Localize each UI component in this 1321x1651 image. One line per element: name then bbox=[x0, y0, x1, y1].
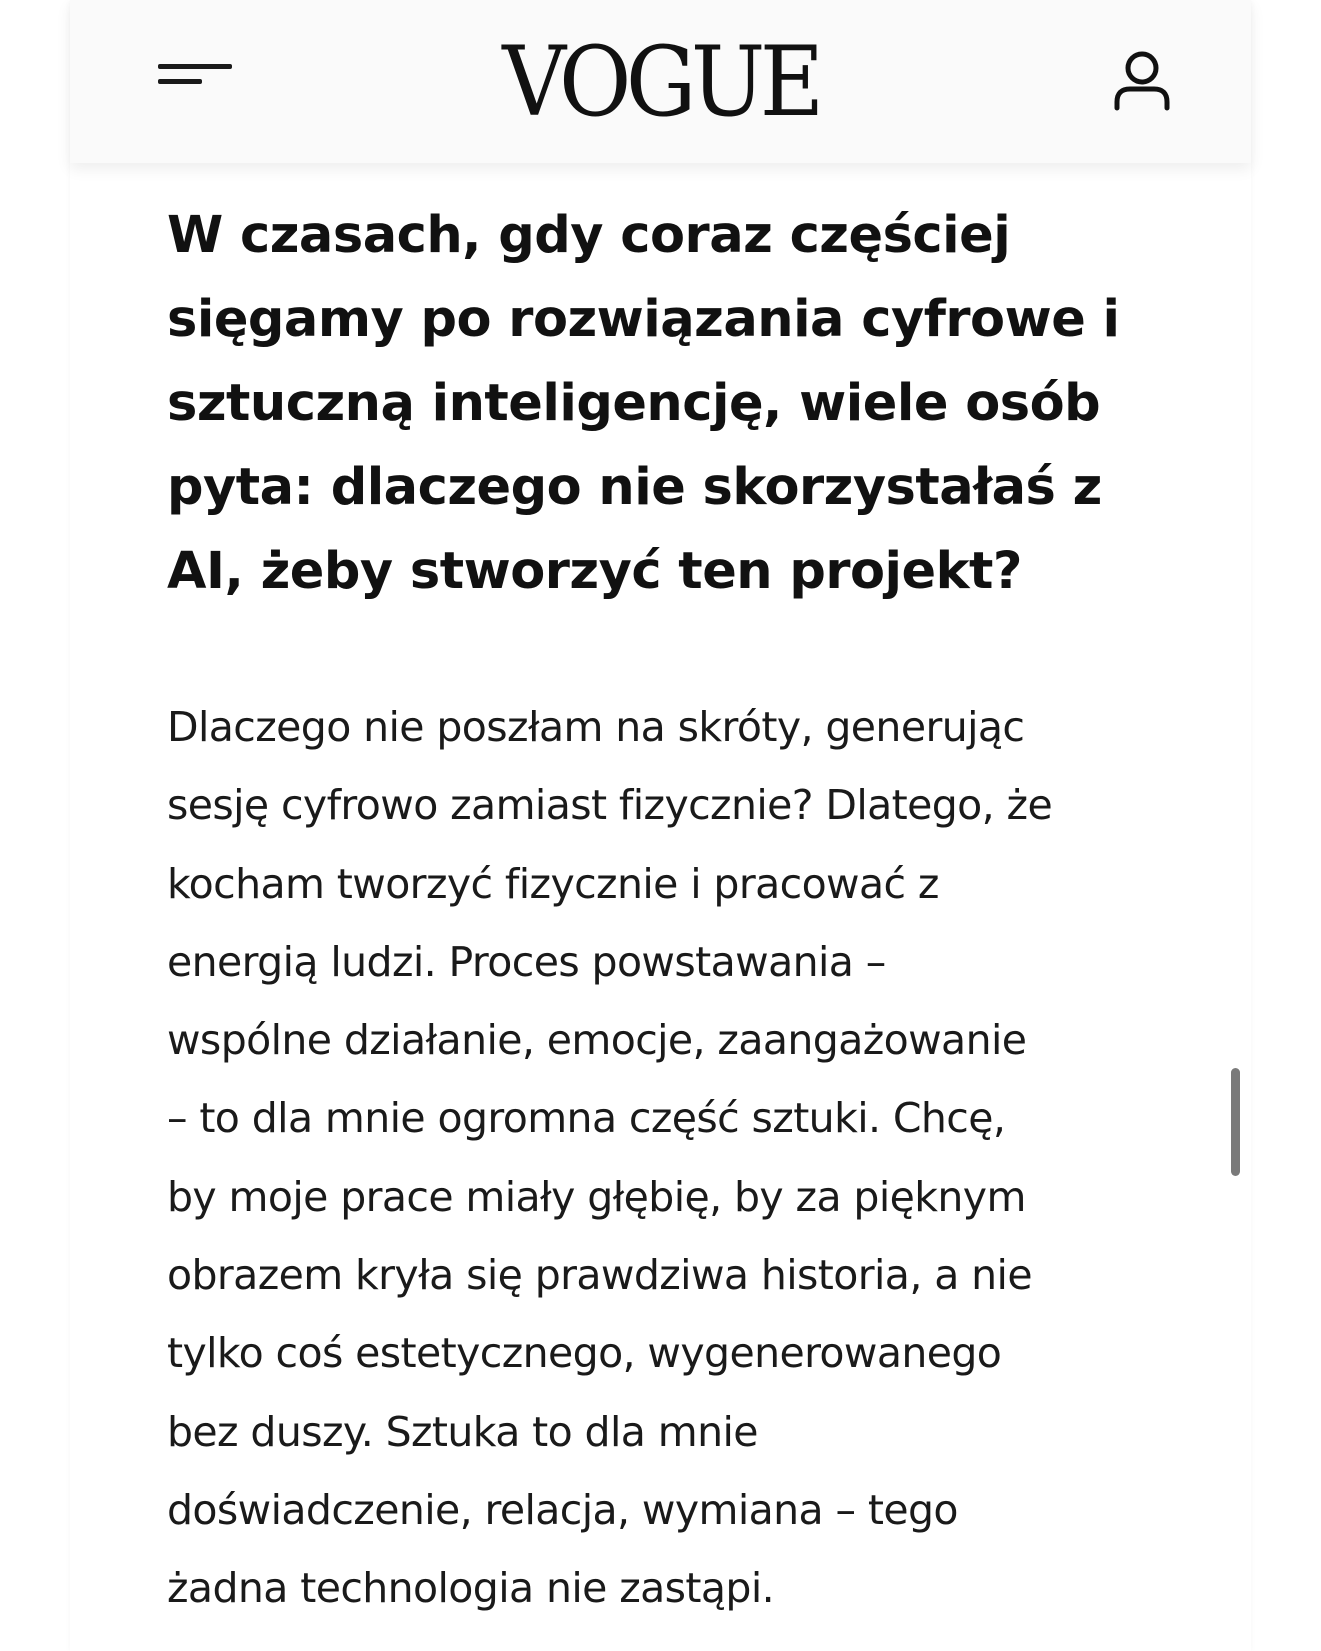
paragraph-line: by moje prace miały głębię, by za pięknym bbox=[167, 1172, 1026, 1221]
paragraph-line: wspólne działanie, emocje, zaangażowanie bbox=[167, 1016, 1027, 1065]
paragraph-line: doświadczenie, relacja, wymiana – tego bbox=[167, 1485, 958, 1534]
vertical-scrollbar[interactable] bbox=[1231, 1068, 1240, 1176]
paragraph-line: – to dla mnie ogromna część sztuki. Chcę, bbox=[167, 1094, 1006, 1143]
headline-line: sięgamy po rozwiązania cyfrowe i bbox=[167, 290, 1120, 349]
paragraph-line: sesję cyfrowo zamiast fizycznie? Dlatego, że bbox=[167, 781, 1053, 830]
article-paragraph bbox=[167, 688, 1217, 1628]
article-page bbox=[70, 0, 1251, 1651]
page-gutter-right bbox=[1251, 0, 1321, 1651]
headline-line: sztuczną inteligencję, wiele osób bbox=[167, 374, 1101, 433]
paragraph-line: energią ludzi. Proces powstawania – bbox=[167, 937, 886, 986]
page-gutter-left bbox=[0, 0, 70, 1651]
headline-line: pyta: dlaczego nie skorzystałaś z bbox=[167, 458, 1102, 517]
paragraph-line: kocham tworzyć fizycznie i pracować z bbox=[167, 859, 939, 908]
article-headline bbox=[167, 194, 1207, 614]
paragraph-line: żadna technologia nie zastąpi. bbox=[167, 1564, 775, 1613]
paragraph-line: bez duszy. Sztuka to dla mnie bbox=[167, 1407, 758, 1456]
paragraph-line: Dlaczego nie poszłam na skróty, generując bbox=[167, 703, 1025, 751]
site-header bbox=[70, 0, 1251, 163]
vogue-logo[interactable]: VOGUE bbox=[502, 26, 819, 138]
user-account-icon bbox=[1105, 48, 1175, 118]
headline-line: W czasach, gdy coraz częściej bbox=[167, 206, 1011, 265]
headline-line: AI, żeby stworzyć ten projekt? bbox=[167, 542, 1022, 601]
account-button[interactable] bbox=[1105, 48, 1175, 118]
paragraph-line: obrazem kryła się prawdziwa historia, a nie bbox=[167, 1251, 1032, 1300]
paragraph-line: tylko coś estetycznego, wygenerowanego bbox=[167, 1329, 1002, 1378]
